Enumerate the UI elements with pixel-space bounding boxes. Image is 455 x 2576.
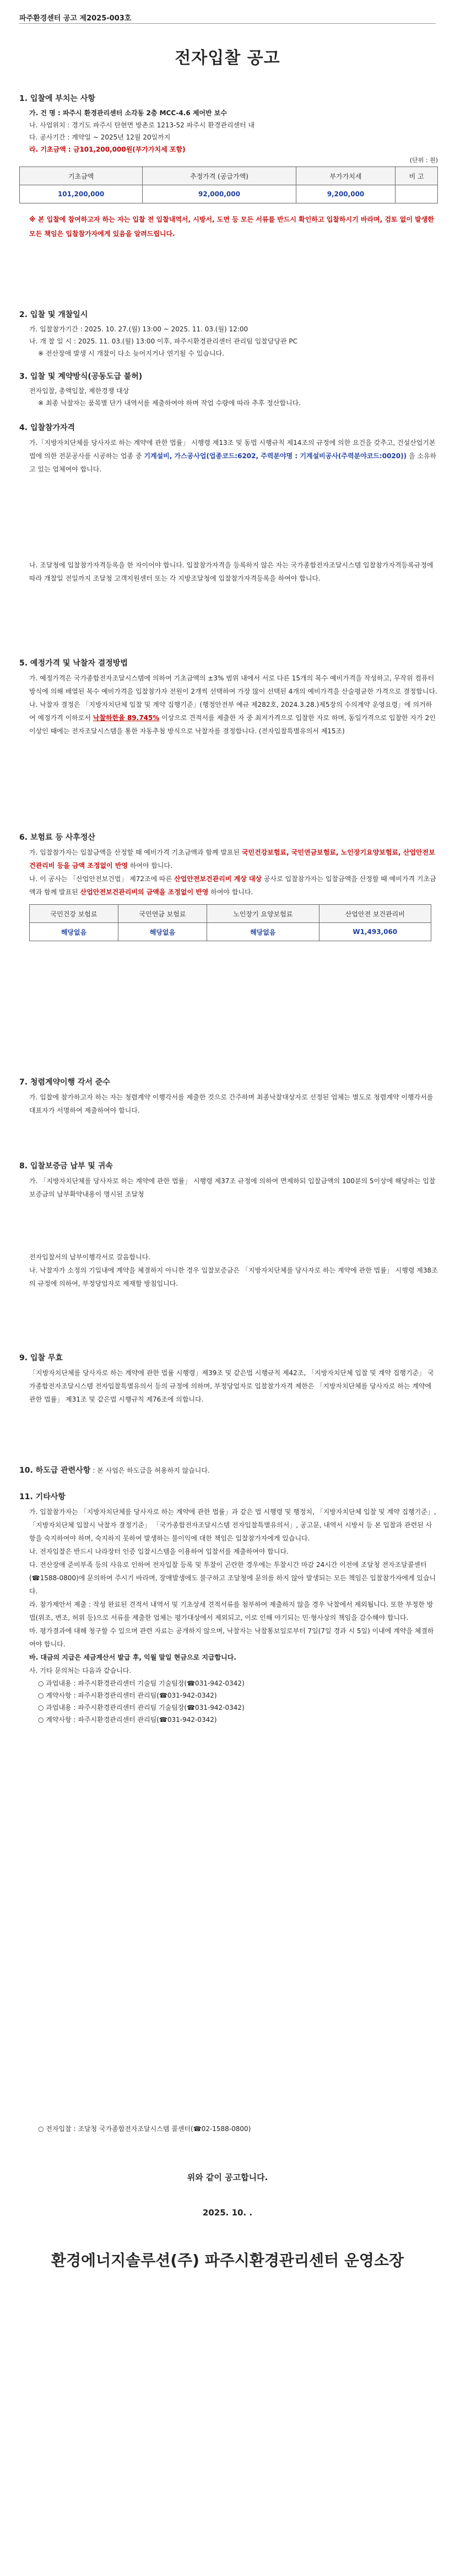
section-integrity: [19, 1076, 438, 1117]
section-heading: 10. 하도급 관련사항: [19, 1466, 91, 1475]
etc-f: 바. 대금의 지급은 세금계산서 발급 후, 익월 말일 현금으로 지급합니다.: [29, 1654, 236, 1661]
etc-a: 가. 입찰참가자는 「지방자치단체를 당사자로 하는 계약에 관한 법률」과 같은 법 시행령 및 행정치, 「지방자치단체 입찰 및 계약 집행기준」, 「지방자치단체 입찰시 낙찰자 결정기준」 「국가종합전자조달시스템 전자입찰특별유의서」, 공고문, 내역서 시방서 등 본 입찰과 관련된 사항을 숙지하여야 하며, 숙지하지 못하여 발생하는 불이익에 대한 책임은 입찰참가자에게 있습니다.: [29, 1508, 436, 1542]
winner-decision-c: 이상으로 견적서를 제출한 자 중 최저가격으로 입찰한 자로 하며, 동일가격으로 입찰한 자가 2인 이상인 때에는 전자조달시스템을 통한 자동추첨 방식으로 낙찰자를 결정합니다. (전자입찰특별유의서 제15조): [29, 714, 436, 735]
section-price-decision: [19, 657, 438, 738]
section-etc: [19, 1491, 438, 1726]
table-cell: [396, 185, 438, 203]
section-heading: 8. 입찰보증금 납부 및 귀속: [19, 1162, 113, 1171]
insurance-b-highlight: 산업안전보건관리비 계상 대상: [174, 875, 262, 883]
qualification-c: 을 소유하고 있는 업체여야 합니다.: [29, 452, 437, 473]
integrity-text: 가. 입찰에 참가하고자 하는 자는 청렴계약 이행각서를 제출한 것으로 간주하며 최종낙찰대상자로 선정된 업체는 별도로 청렴계약 이행각서를 대표자가 서명하여 제출하여야 합니다.: [29, 1093, 434, 1114]
contact-item: ○ 과업내용 : 파주시환경관리센터 관리팀 기술팀장(☎031-942-0342): [38, 1704, 245, 1711]
contact-item: ○ 계약사항 : 파주시환경관리센터 관리팀(☎031-942-0342): [38, 1716, 217, 1724]
system-contact: ○ 전자입찰 : 조달청 국가종합전자조달시스템 콜센터(☎02-1588-0800): [38, 2125, 251, 2133]
item-period: 다. 공사기간 : 계약일 ~ 2025년 12월 20일까지: [29, 133, 171, 141]
lower-limit-rate: 낙찰하한율 89.745%: [93, 714, 160, 722]
notice-date: 2025. 10. .: [202, 2208, 253, 2218]
warning-text: ※ 본 입찰에 참여하고자 하는 자는 입찰 전 입찰내역서, 시방서, 도면 등 모든 서류를 반드시 확인하고 입찰하시기 바라며, 검토 없이 발생한 모든 책임은 입찰참가자에게 있음을 알려드립니다.: [29, 216, 434, 238]
section-bid-dates: [19, 309, 438, 359]
table-cell: 9,200,000: [296, 185, 396, 203]
table-header: 산업안전 보건관리비: [319, 905, 431, 923]
qualification-text: [19, 436, 438, 476]
insurance-a: [19, 846, 438, 872]
section-heading: 6. 보험료 등 사후정산: [19, 833, 95, 842]
table-cell: 해당없음: [30, 923, 118, 941]
insurance-b: [19, 872, 438, 899]
unit-label: (단위 : 원): [409, 157, 438, 164]
invalid-text: 「지방자치단체를 당사자로 하는 계약에 관한 법률 시행령」제39조 및 같은법 시행규칙 제42조, 「지방자치단체 입찰 및 계약 집행기준」 국가종합전자조달시스템 전자입찰특별유의서 등의 규정에 의하며, 부정당업자로 입찰참가자격 제한은 「지방자치단체를 당사자로 하는 계약에 관한 법률」 제31조 및 같은법 시행규칙 제76조에 의합니다.: [29, 1369, 434, 1403]
section-heading: 5. 예정가격 및 낙찰자 결정방법: [19, 659, 128, 668]
winner-decision-a: 나. 낙찰자 결정은 「지방자치단체 입찰 및 계약 집행기준」(행정안전부 예규 제282호, 2024.3.28.)제5장의 수의계약 운영요령」에 의거하여 예정가격 이하로서: [29, 701, 432, 722]
table-header: 부가가치세: [296, 167, 396, 185]
contract-note: ※ 최종 낙찰자는 품목별 단가 내역서를 제출하여야 하며 작업 수량에 따라 추후 정산합니다.: [38, 399, 301, 407]
insurance-b-text: 나. 이 공사는 「산업안전보건법」 제72조에 따른: [29, 875, 172, 883]
insurance-a-highlight: 국민건강보험료, 국민연금보험료, 노인장기요양보험료, 산업안전보건관리비 등을 금액 조정없이 반영: [29, 849, 435, 870]
outage-note: ※ 전산장애 발생 시 개찰이 다소 늦어지거나 연기될 수 있습니다.: [38, 350, 225, 357]
section-insurance: [19, 831, 438, 941]
winner-decision: [19, 698, 438, 738]
insurance-b-highlight2: 산업안전보건관리비의 금액을 조정없이 반영: [80, 888, 209, 896]
section-heading: 11. 기타사항: [19, 1493, 66, 1501]
section-qualification: [19, 422, 438, 585]
section-heading: 1. 입찰에 부치는 사항: [19, 94, 95, 103]
table-header: 추정가격 (공급가액): [143, 167, 296, 185]
qualification-license: 기계설비, 가스공사업(업종코드:6202, 주력분야명 : 기계설비공사(주력분야코드:0020)): [144, 452, 407, 460]
section-heading: 4. 입찰참가자격: [19, 423, 75, 432]
section-heading: 9. 입찰 무효: [19, 1354, 63, 1362]
contract-method: 전자입찰, 총액입찰, 제한경쟁 대상: [29, 387, 129, 395]
deposit-b: 나. 낙찰자가 소정의 기일내에 계약을 체결하지 아니한 경우 입찰보증금은 「지방자치단체를 당사자로 하는 계약에 관한 법률」 시행령 제38조의 규정에 의하여, 부정당업자로 제재할 방침입니다.: [29, 1266, 438, 1287]
closing-text: 위와 같이 공고합니다.: [187, 2172, 268, 2182]
table-header: 기초금액: [20, 167, 143, 185]
item-name: 가. 건 명 : 파주시 환경관리센터 소각동 2층 MCC-4.6 제어반 보수: [29, 109, 227, 117]
insurance-table: [29, 904, 431, 941]
etc-g: 사. 기타 문의처는 다음과 같습니다.: [29, 1667, 132, 1675]
item-base-amount: 라. 기초금액 : 금101,200,000원(부가가치세 포함): [29, 146, 186, 153]
section-contract-method: [19, 371, 438, 409]
table-cell: 해당없음: [207, 923, 319, 941]
insurance-b-text2: 공사로 입찰참가자는 입찰금액을 산정할 때 예비가격 기초금액과 함께 발표된: [29, 875, 436, 896]
section-subcontract: [19, 1464, 438, 1477]
divider: [19, 23, 436, 24]
section-heading: 7. 청렴계약이행 각서 준수: [19, 1078, 110, 1087]
section-heading: 3. 입찰 및 계약방식(공동도급 불허): [19, 372, 143, 381]
section-invalid: [19, 1352, 438, 1406]
etc-e: 마. 평가결과에 대해 청구할 수 있으며 관련 자료는 공개하지 않으며, 낙찰자는 낙찰통보일로부터 7일(7일 경과 시 5일) 이내에 계약을 체결하여야 합니다.: [29, 1627, 434, 1648]
etc-b: 나. 전자입찰은 반드시 나라장터 인증 입찰시스템을 이용하여 입찰서를 제출하여야 합니다.: [29, 1548, 289, 1555]
deposit-a: 가. 「지방자치단체를 당사자로 하는 계약에 관한 법률」 시행령 제37조 규정에 의하여 면제하되 입찰금액의 100분의 5이상에 해당하는 입찰보증금의 납부확약내용이 명시된 조달청: [29, 1177, 436, 1198]
section-heading: 2. 입찰 및 개찰일시: [19, 310, 88, 319]
table-cell: W1,493,060: [319, 923, 431, 941]
insurance-a-tail: 하여야 합니다.: [129, 862, 173, 870]
table-header: 국민건강 보험료: [30, 905, 118, 923]
table-header: 비 고: [396, 167, 438, 185]
subcontract-text: : 본 사업은 하도급을 허용하지 않습니다.: [93, 1467, 210, 1474]
contact-item: ○ 과업내용 : 파주시환경관리센터 기술팀 기술팀장(☎031-942-0342): [38, 1679, 245, 1687]
table-header: 노인장기 요양보험료: [207, 905, 319, 923]
page-title: 전자입찰 공고: [175, 49, 280, 68]
qualification-registration: 나. 조달청에 입찰참가자격등록을 한 자이어야 합니다. 입찰참가자격을 등록하지 않은 자는 국가종합전자조달시스템 입찰참가자격등록규정에 따라 개찰일 전일까지 조달청 고객지원센터 또는 각 지방조달청에 입찰참가자격등록을 하여야 합니다.: [29, 561, 434, 582]
etc-c: 다. 전산장애 준비부족 등의 사유로 인하여 전자입찰 등록 및 투찰이 곤란한 경우에는 투찰시간 마감 24시간 이전에 조달청 전자조달콜센터(☎1588-0800)에 문의하여 주시기 바라며, 장애발생에도 불구하고 조달청에 문의를 하지 않아 발생되는 모든 책임은 입찰참가자에게 있습니다.: [29, 1561, 436, 1595]
insurance-b-tail: 하여야 합니다.: [210, 888, 253, 896]
etc-d: 라. 참가제안서 제출 : 작성 완료된 견적서 내역서 및 기초상세 견적서류를 첨부하여 제출하지 않을 경우 낙찰에서 제외됩니다. 또한 부정한 방법(위조, 변조, 허위 등)으로 서류를 제출한 업체는 평가대상에서 제외되고, 이로 인해 야기되는 민·형사상의 책임을 감수해야 합니다.: [29, 1601, 434, 1622]
item-location: 나. 사업위치 : 경기도 파주시 탄현면 방촌로 1213-52 파주시 환경관리센터 내: [29, 121, 255, 129]
estimated-price: 가. 예정가격은 국가종합전자조달시스템에 의하여 기초금액의 ±3% 범위 내에서 서로 다른 15개의 복수 예비가격을 작성하고, 무작위 컴퓨터방식에 의해 배열된 복수 예비가격을 입찰참가자 전원이 2개씩 선택하여 가장 많이 선택된 4개의 예비가격을 산술평균한 가격으로 결정합니다.: [29, 674, 437, 695]
deposit-a2: 전자입찰서의 납부이행각서로 갈음합니다.: [29, 1253, 151, 1261]
opening-time: 나. 개 찰 일 시 : 2025. 11. 03.(월) 13:00 이후, 파주시환경관리센터 관리팀 입찰담당관 PC: [29, 337, 297, 345]
bid-period: 가. 입찰참가기간 : 2025. 10. 27.(월) 13:00 ~ 2025. 11. 03.(월) 12:00: [29, 325, 248, 333]
table-cell: 해당없음: [118, 923, 207, 941]
notice-number: 파주환경센터 공고 제2025-003호: [19, 14, 132, 23]
section-deposit: [19, 1160, 438, 1290]
contact-item: ○ 계약사항 : 파주시환경관리센터 관리팀(☎031-942-0342): [38, 1692, 217, 1699]
section-bid-items: [19, 93, 438, 241]
table-cell: 92,000,000: [143, 185, 296, 203]
qualification-a: 가.「지방자치단체를 당사자로 하는 계약에 관한 법률」 시행령 제13조 및 동법 시행규칙 제14조의 규정에 의한 요건을 갖추고, 건설산업기본법에 의한 전문공사를 시공하는 업종 중: [29, 439, 436, 460]
section-system-contact: [19, 2123, 438, 2135]
table-cell: 101,200,000: [20, 185, 143, 203]
table-header: 국민연금 보험료: [118, 905, 207, 923]
amount-table: [19, 167, 438, 203]
issuer-name: 환경에너지솔루션(주) 파주시환경관리센터 운영소장: [51, 2251, 404, 2269]
insurance-a-text: 가. 입찰참가자는 입찰금액을 산정할 때 예비가격 기초금액과 함께 발표된: [29, 849, 240, 856]
